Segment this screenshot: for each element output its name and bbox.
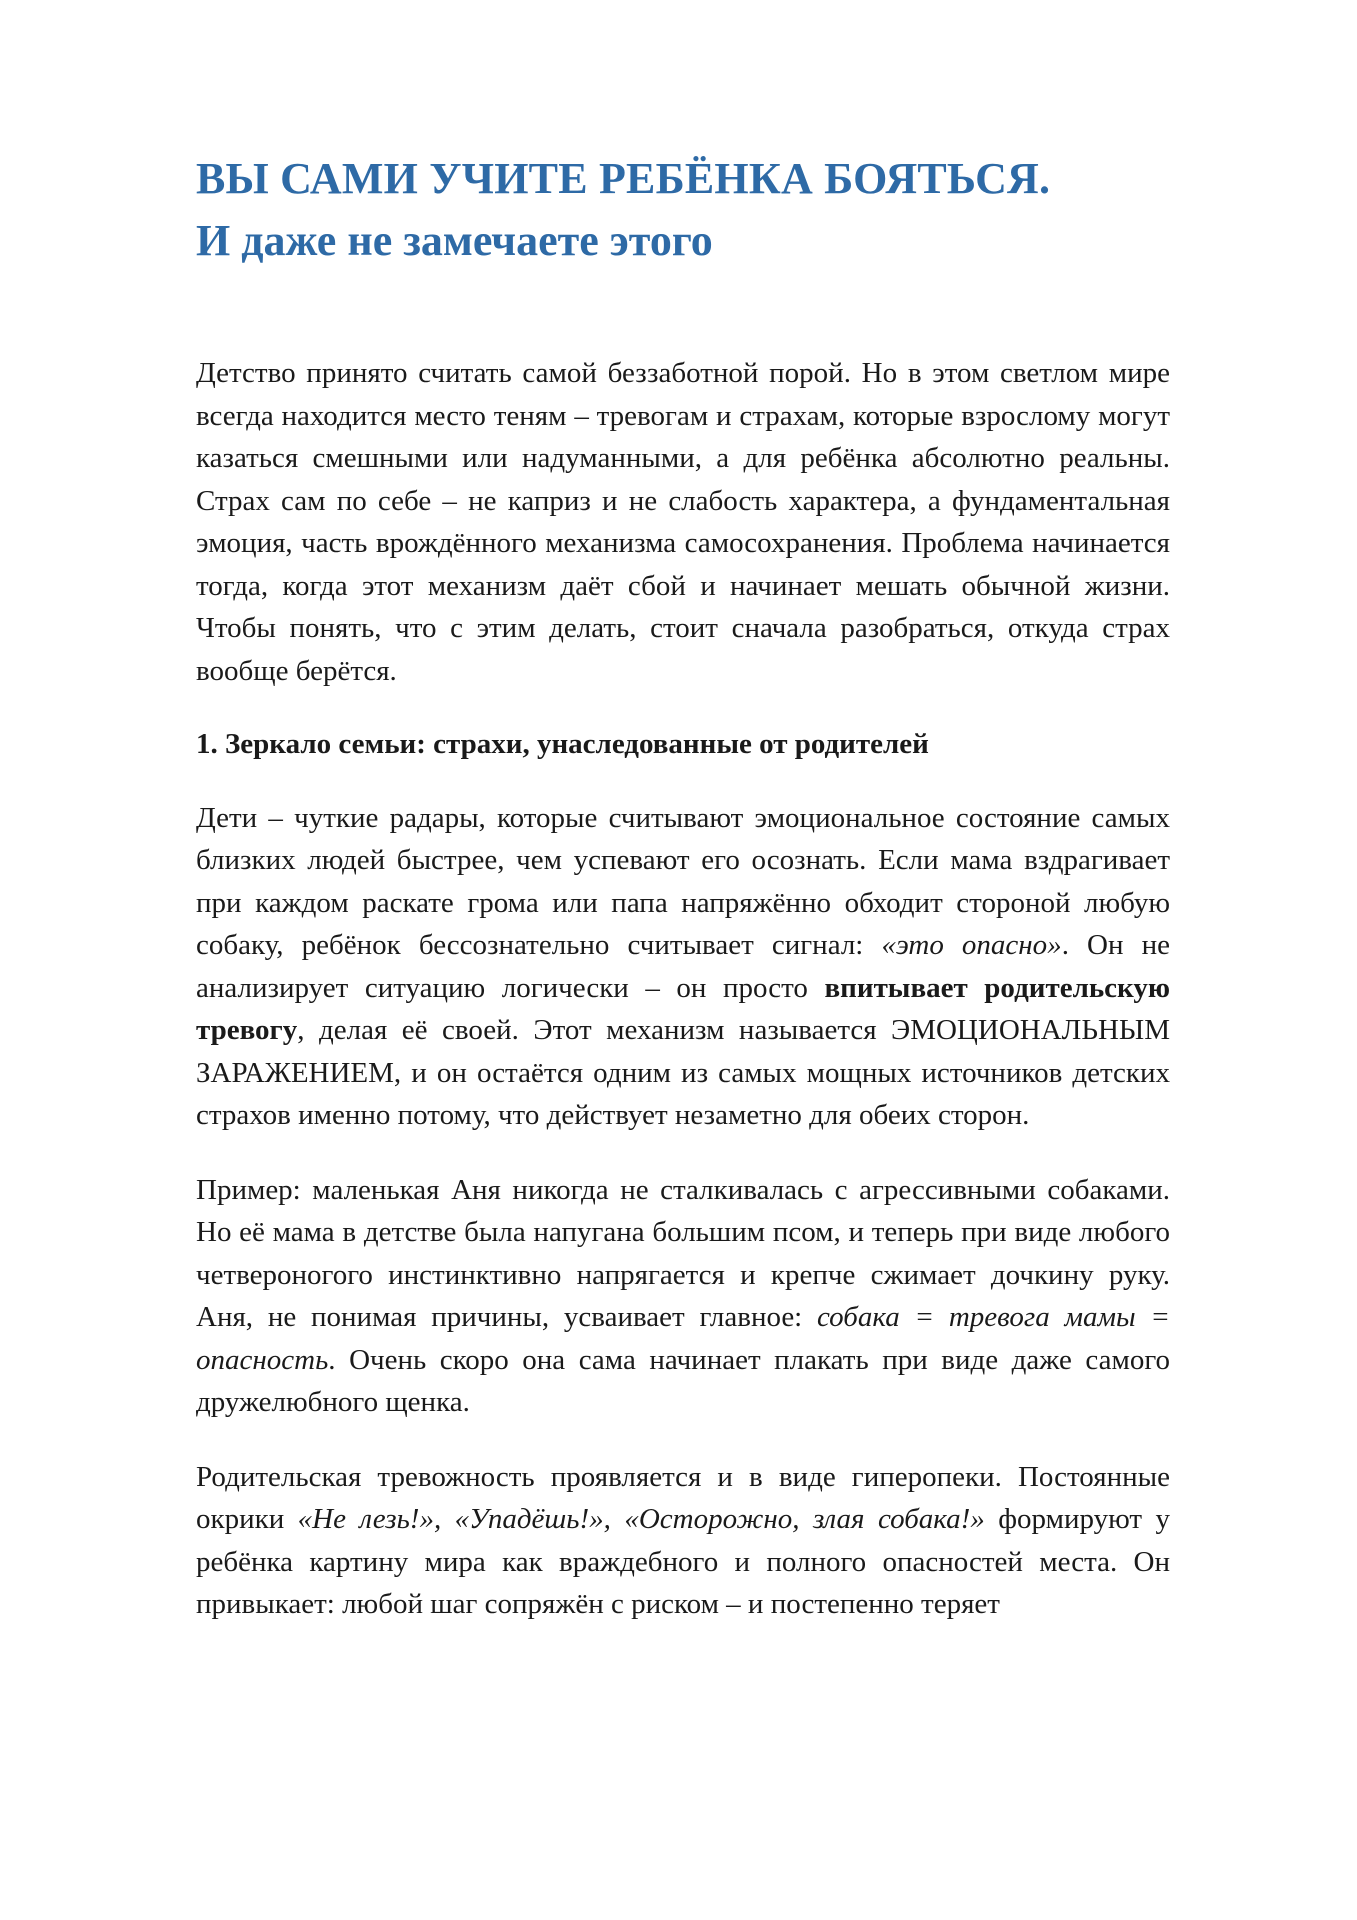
text-run: формируют у ребёнка картину мира как враждебного и полного опасностей места. Он привыкает: любой шаг сопряжён с риском – и постепенно теряет [196,1503,1171,1620]
paragraph-overprotection [196,1456,1170,1626]
text-run: Пример: маленькая Аня никогда не сталкивалась с агрессивными собаками. Но её мама в детстве была напугана большим псом, и теперь при виде любого четвероногого инстинктивно напрягается и крепче сжимает дочкину руку. Аня, не понимая причины, усваивает главное: [196,1173,1170,1333]
document-subtitle: И даже не замечаете этого [196,216,713,265]
text-run: . Очень скоро она сама начинает плакать при виде даже самого дружелюбного щенка. [196,1343,1170,1418]
bold-emphasis: впитывает родительскую тревогу [196,971,1171,1046]
italic-formula: собака = тревога мамы = опасность [196,1301,1170,1376]
paragraph-example [196,1169,1170,1424]
document-title: ВЫ САМИ УЧИТЕ РЕБЁНКА БОЯТЬСЯ. [196,154,1051,203]
paragraph-emotional-contagion [196,797,1170,1137]
document-body [196,148,1170,1626]
italic-quote: «это опасно» [881,929,1062,961]
text-run: Родительская тревожность проявляется и в виде гиперопеки. Постоянные окрики [196,1460,1170,1535]
text-run: Дети – чуткие радары, которые считывают эмоциональное состояние самых близких людей быстрее, чем успевают его осознать. Если мама вздрагивает при каждом раскате грома или папа напряжённо обходит стороной любую собаку, ребёнок бессознательно считывает сигнал: [196,801,1170,961]
italic-quotes: «Не лезь!», «Упадёшь!», «Осторожно, злая собака!» [297,1503,985,1535]
intro-paragraph: Детство принято считать самой беззаботной порой. Но в этом светлом мире всегда находится место теням – тревогам и страхам, которые взрослому могут казаться смешными или надуманными, а для ребёнка абсолютно реальны. Страх сам по себе – не каприз и не слабость характера, а фундаментальная эмоция, часть врождённого механизма самосохранения. Проблема начинается тогда, когда этот механизм даёт сбой и начинает мешать обычной жизни. Чтобы понять, что с этим делать, стоит сначала разобраться, откуда страх вообще берётся. [196,357,1170,687]
text-run: . Он не анализирует ситуацию логически – он просто [196,929,1170,1004]
text-run: , делая её своей. Этот механизм называется ЭМОЦИОНАЛЬНЫМ ЗАРАЖЕНИЕМ, и он остаётся одним из самых мощных источников детских страхов именно потому, что действует незаметно для обеих сторон. [196,1014,1170,1131]
section-heading: 1. Зеркало семьи: страхи, унаследованные от родителей [196,728,929,760]
